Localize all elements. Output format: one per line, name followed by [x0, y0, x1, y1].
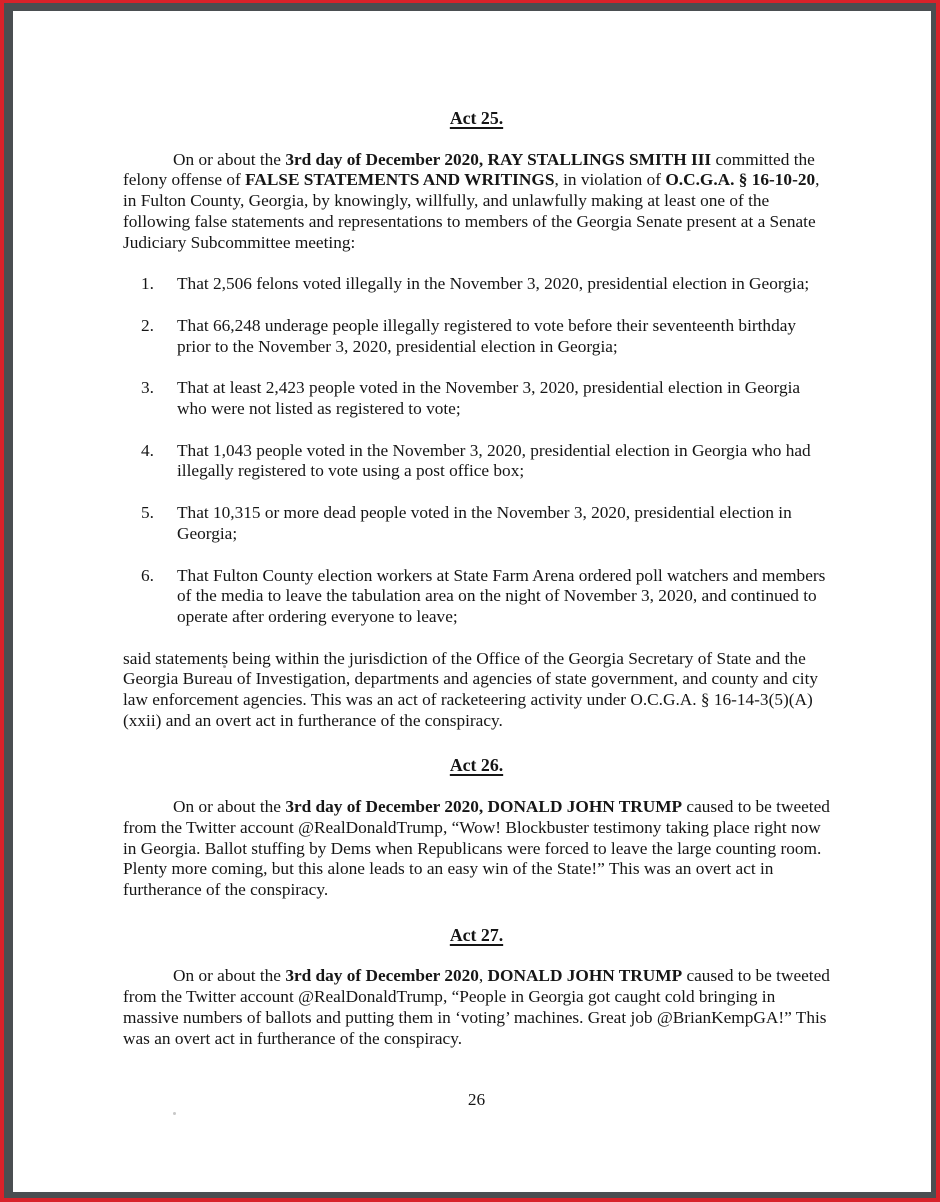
scan-artifact-dot [173, 1112, 176, 1115]
act-26-paragraph [123, 797, 830, 901]
text-segment: On or about the [173, 797, 286, 817]
text-segment: , in violation of [554, 170, 666, 190]
list-item-number: 1. [141, 274, 154, 294]
document-page [13, 11, 931, 1192]
text-segment: committed the felony offense of [123, 149, 815, 190]
act-26-heading [123, 755, 830, 776]
false-statements-list [123, 274, 830, 627]
text-segment: On or about the [173, 966, 286, 986]
list-item-text: That 66,248 underage people illegally registered to vote before their seventeenth birthday prior to the November 3, 2020, presidential election in Georgia; [177, 315, 797, 356]
text-segment: 3rd day of December 2020 [285, 966, 479, 986]
list-item-text: That Fulton County election workers at State Farm Arena ordered poll watchers and members of the media to leave the tabulation area on the night of November 3, 2020, and continued to operate after ordering everyone to leave; [177, 565, 826, 626]
list-item [123, 316, 830, 357]
list-item-number: 3. [141, 378, 154, 398]
list-item-number: 5. [141, 503, 154, 523]
document-content [123, 11, 830, 1111]
list-item-text: That 10,315 or more dead people voted in the November 3, 2020, presidential election in Georgia; [177, 503, 792, 543]
text-segment: caused to be tweeted from the Twitter account @RealDonaldTrump, “Wow! Blockbuster testimony taking place right now in Georgia. Ballot stuffing by Dems when Republicans were forced to leave the large counting room. Plenty more coming, but this alone leads to an easy win of the State!” This was an overt act in furtherance of the conspiracy. [123, 797, 830, 899]
act-25-heading-text: Act 25. [449, 108, 504, 128]
list-item-text: That at least 2,423 people voted in the November 3, 2020, presidential election in Georgia who were not listed as registered to vote; [177, 378, 801, 419]
list-item-number: 4. [141, 440, 154, 460]
text-segment: 3rd day of December 2020, RAY STALLINGS SMITH III [285, 149, 712, 169]
text-segment: On or about the [173, 149, 286, 169]
list-item [123, 441, 830, 482]
page-number: 26 [467, 1090, 486, 1110]
list-item [123, 274, 830, 295]
act-25-closing-paragraph: said statements being within the jurisdiction of the Office of the Georgia Secretary of State and the Georgia Bureau of Investigation, departments and agencies of state government, and county and city law enforcement agencies. This was an act of racketeering activity under O.C.G.A. § 16-14-3(5)(A)(xxii) and an overt act in furtherance of the conspiracy. [123, 648, 819, 730]
act-27-heading [123, 925, 830, 946]
text-segment: FALSE STATEMENTS AND WRITINGS [245, 170, 555, 190]
act-27-heading-text: Act 27. [449, 924, 504, 945]
list-item [123, 503, 830, 544]
act-26-heading-text: Act 26. [449, 755, 504, 776]
text-segment: caused to be tweeted from the Twitter account @RealDonaldTrump, “People in Georgia got caught cold bringing in massive numbers of ballots and putting them in ‘voting’ machines. Great job @BrianKempGA!” This was an overt act in furtherance of the conspiracy. [123, 966, 830, 1048]
list-item-number: 6. [141, 565, 154, 585]
act-25-heading [123, 108, 830, 129]
text-segment: , in Fulton County, Georgia, by knowingly, willfully, and unlawfully making at least one of the following false statements and representations to members of the Georgia Senate present at a Senate Judiciary Subcommittee meeting: [123, 170, 820, 252]
list-item-text: That 2,506 felons voted illegally in the November 3, 2020, presidential election in Georgia; [177, 274, 810, 294]
list-item-number: 2. [141, 315, 154, 335]
act-25-intro-paragraph [123, 150, 830, 254]
list-item-text: That 1,043 people voted in the November 3, 2020, presidential election in Georgia who had illegally registered to vote using a post office box; [177, 440, 811, 481]
text-segment: 3rd day of December 2020, DONALD JOHN TRUMP [285, 797, 683, 817]
list-item [123, 566, 830, 628]
text-segment: DONALD JOHN TRUMP [487, 966, 683, 986]
list-item [123, 378, 830, 419]
act-27-paragraph [123, 966, 830, 1049]
text-segment: , [478, 966, 488, 986]
text-segment: O.C.G.A. § 16-10-20 [665, 170, 816, 190]
